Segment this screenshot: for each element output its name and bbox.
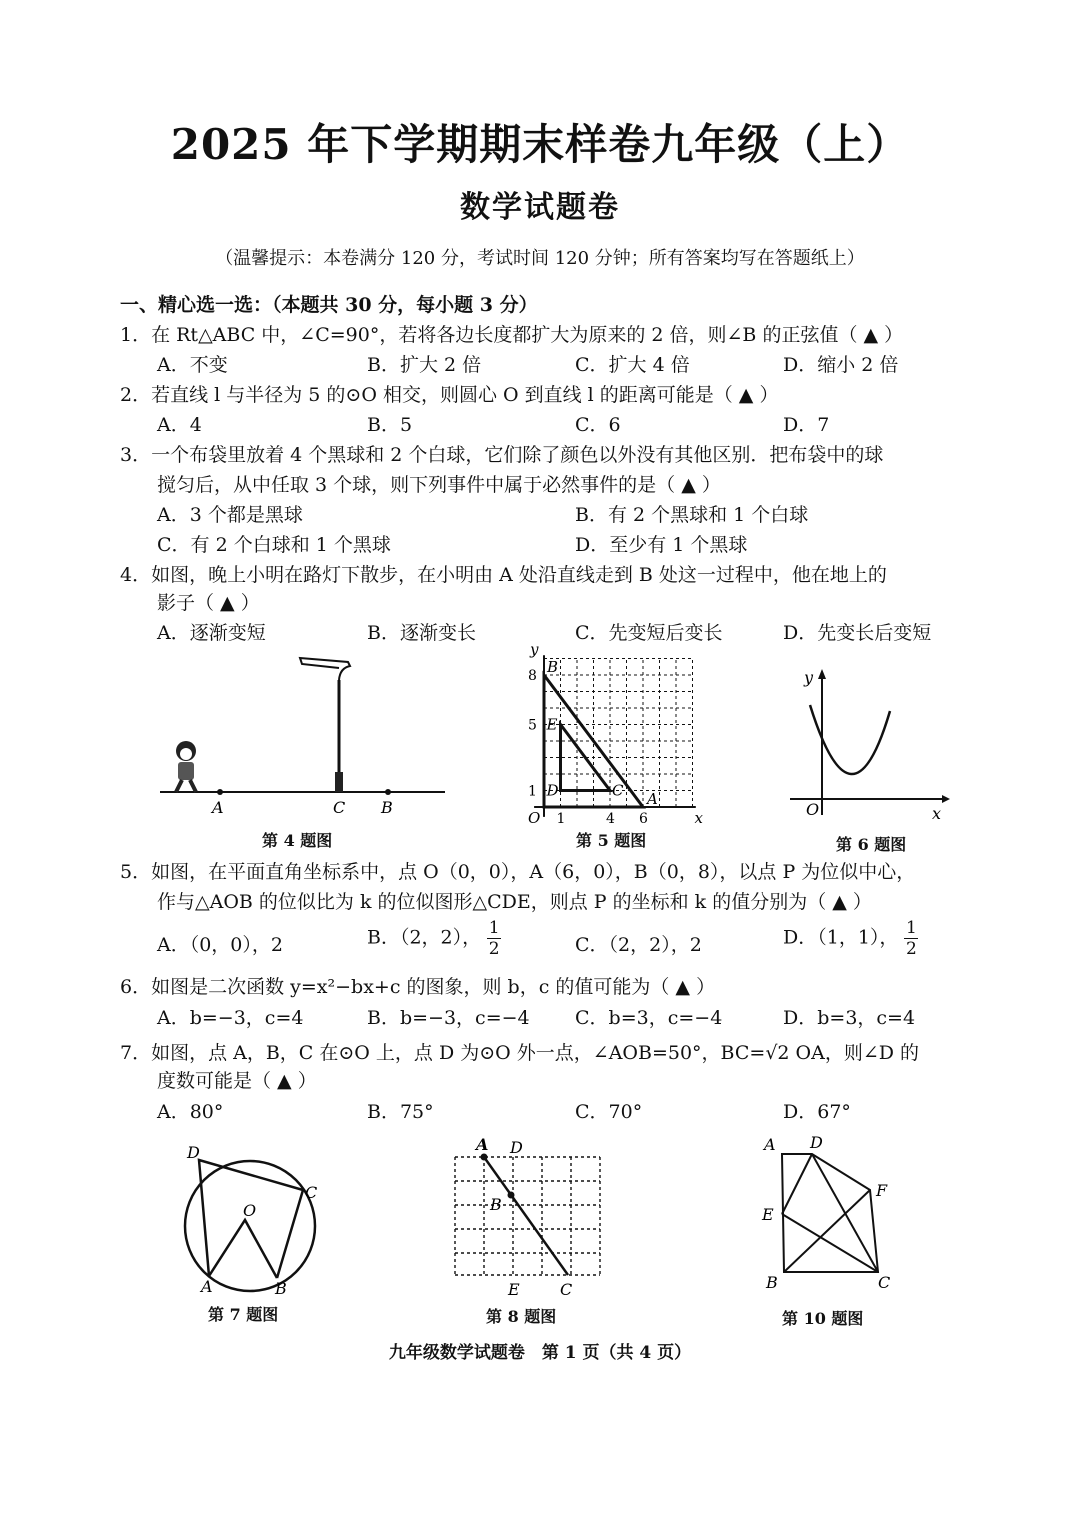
segment-ec [782,1214,878,1272]
tick-y-5: 5 [528,717,537,734]
question-3-line-1: 3．一个布袋里放着 4 个黑球和 2 个白球，它们除了颜色以外没有其他区别．把布袋中的球 [120,444,884,466]
segment-ed [782,1154,812,1214]
y-axis-arrow [818,669,826,679]
axis-label-x: x [932,804,942,823]
question-5-line-2: 作与△AOB 的位似比为 k 的位似图形△CDE，则点 P 的坐标和 k 的值分别为（ ▲ ） [157,891,872,913]
q2-option-b: B．5 [367,414,413,436]
q3-option-a: A．3 个都是黑球 [157,504,303,526]
q7-option-b: B．75° [367,1101,434,1123]
segment-ac [484,1157,568,1275]
question-3-line-2: 搅匀后，从中任取 3 个球，则下列事件中属于必然事件的是（ ▲ ） [157,474,721,496]
label-b: B [766,1273,778,1292]
q6-option-d: D．b=3，c=4 [783,1007,916,1029]
figure-4 [150,650,450,825]
label-a: A [476,1135,489,1154]
page-footer: 九年级数学试题卷 第 1 页（共 4 页） [388,1343,692,1363]
exam-tip: （温馨提示：本卷满分 120 分，考试时间 120 分钟；所有答案均写在答题纸上） [215,248,865,269]
figure-4-caption: 第 4 题图 [262,831,333,850]
label-d: D [187,1143,200,1162]
figure-6-caption: 第 6 题图 [836,835,907,854]
q3-option-d: D．至少有 1 个黑球 [575,534,748,556]
q4-option-b: B．逐渐变长 [367,622,476,644]
q5-option-a: A．（0，0），2 [157,934,283,956]
lamp-head [300,658,350,680]
q7-option-c: C．70° [575,1101,643,1123]
point-b [385,789,391,795]
label-a: A [647,790,658,808]
label-e: E [508,1280,520,1299]
q1-option-a: A．不变 [157,354,228,376]
q5-option-b-prefix: B．（2，2）， [367,926,482,949]
exam-subtitle: 数学试题卷 [460,190,620,225]
axis-label-y: y [804,668,814,687]
x-axis-arrow [942,795,950,803]
question-5-line-1: 5．如图，在平面直角坐标系中，点 O（0，0），A（6，0），B（0，8），以点 P 为位似中心， [120,861,916,883]
label-d: D [810,1133,823,1152]
label-e: E [762,1205,774,1224]
q5-option-d-prefix: D．（1，1）， [783,926,899,949]
tick-x-1: 1 [556,811,566,827]
figure-10 [760,1130,900,1300]
tick-x-6: 6 [639,811,648,827]
figure-8-caption: 第 8 题图 [486,1307,557,1326]
label-b: B [547,658,559,676]
q4-option-c: C．先变短后变长 [575,622,723,644]
figure-5 [520,640,703,827]
label-c: C [333,798,346,817]
axis-label-x: x [694,809,703,827]
tick-y-8: 8 [528,668,537,684]
label-b: B [490,1195,502,1214]
question-7-line-1: 7．如图，点 A，B，C 在⊙O 上，点 D 为⊙O 外一点，∠AOB=50°，BC=√2 OA，则∠D 的 [120,1042,920,1064]
q3-option-b: B．有 2 个黑球和 1 个白球 [575,504,809,526]
fraction-denominator: 2 [906,939,917,959]
question-1: 1．在 Rt△ABC 中，∠C=90°，若将各边长度都扩大为原来的 2 倍，则∠B 的正弦值（ ▲ ） [120,324,904,346]
lamp-base [335,772,343,792]
q2-option-c: C．6 [575,414,621,436]
fraction-numerator: 1 [488,918,500,938]
label-a: A [212,798,224,817]
label-o: O [528,809,541,827]
point-a [217,789,223,795]
figure-5-caption: 第 5 题图 [576,831,647,850]
q2-option-d: D．7 [783,414,830,436]
q3-option-c: C．有 2 个白球和 1 个黑球 [157,534,391,556]
figure-6 [780,665,950,825]
figure-10-caption: 第 10 题图 [782,1309,864,1328]
question-4-line-1: 4．如图，晚上小明在路灯下散步，在小明由 A 处沿直线走到 B 处这一过程中，他在地上的 [120,564,887,586]
label-d: D [510,1138,523,1157]
label-c: C [878,1273,891,1292]
label-a: A [201,1277,213,1296]
label-o: O [243,1201,257,1220]
q5-option-c: C．（2，2），2 [575,934,702,956]
question-2: 2．若直线 l 与半径为 5 的⊙O 相交，则圆心 O 到直线 l 的距离可能是（ ▲ ） [120,384,779,406]
figure-8 [450,1135,610,1300]
question-4-line-2: 影子（ ▲ ） [157,592,260,614]
tick-x-4: 4 [606,811,615,827]
section-title: 一、精心选一选：（本题共 30 分，每小题 3 分） [120,294,538,316]
label-b: B [275,1279,287,1298]
q6-option-c: C．b=3，c=−4 [575,1007,723,1029]
triangle-cde [561,725,611,791]
axis-label-y: y [530,640,539,659]
point-b [508,1192,515,1199]
boy-figure [176,741,196,792]
tick-y-1: 1 [528,783,537,800]
label-c: C [560,1280,573,1299]
q1-option-c: C．扩大 4 倍 [575,354,690,376]
q5-option-d [783,918,918,959]
label-b: B [381,798,393,817]
q7-option-d: D．67° [783,1101,851,1123]
q4-option-a: A．逐渐变短 [157,622,266,644]
q2-option-a: A．4 [157,414,202,436]
question-6: 6．如图是二次函数 y=x²−bx+c 的图象，则 b，c 的值可能为（ ▲ ） [120,976,716,998]
q7-option-a: A．80° [157,1101,224,1123]
q1-option-d: D．缩小 2 倍 [783,354,899,376]
fraction-one-half [487,918,501,959]
question-7-line-2: 度数可能是（ ▲ ） [157,1070,317,1092]
q5-option-b [367,918,501,959]
angle-aob [209,1220,277,1278]
label-a: A [764,1135,776,1154]
point-a [481,1154,488,1161]
label-o: O [806,800,820,819]
q4-option-d: D．先变长后变短 [783,622,932,644]
q6-option-a: A．b=−3，c=4 [157,1007,304,1029]
fraction-one-half [904,918,918,959]
label-d: D [546,781,559,800]
label-c: C [612,781,624,800]
label-e: E [546,715,558,734]
figure-7-caption: 第 7 题图 [208,1305,279,1324]
q1-option-b: B．扩大 2 倍 [367,354,482,376]
q6-option-b: B．b=−3，c=−4 [367,1007,530,1029]
label-f: F [876,1181,888,1200]
fraction-numerator: 1 [906,918,917,938]
outline [782,1154,878,1272]
fraction-denominator: 2 [488,939,500,959]
figure-7 [175,1140,335,1300]
label-c: C [305,1183,318,1202]
exam-title: 2025 年下学期期末样卷九年级（上） [170,120,910,169]
